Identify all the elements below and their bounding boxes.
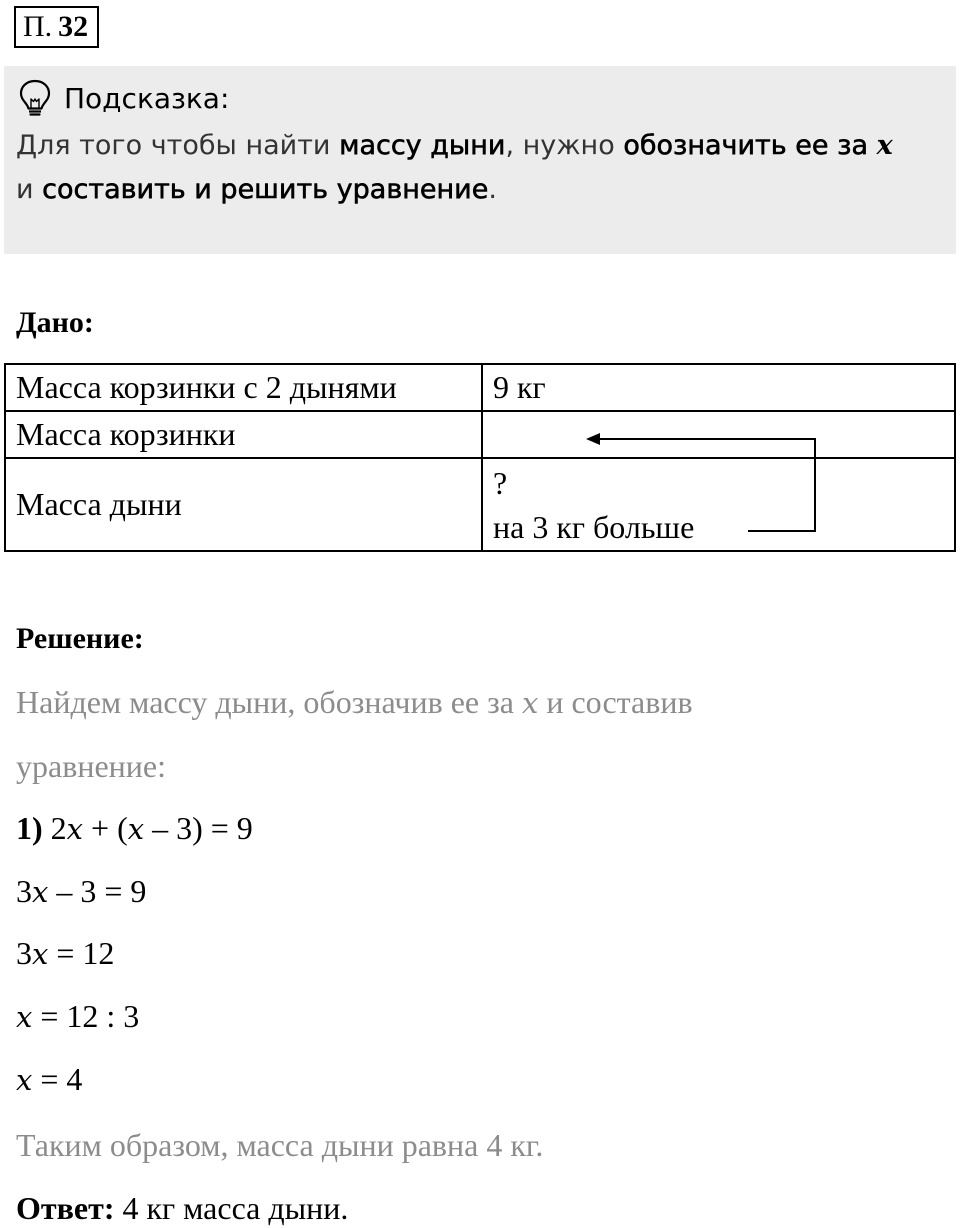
solution-intro-line-1 (16, 684, 693, 721)
variable-x: x (127, 812, 145, 846)
hint-text-part: и (16, 174, 43, 205)
hint-bold-part: обозначить ее за (623, 130, 877, 161)
table-row (5, 364, 955, 411)
equation-2 (16, 873, 146, 910)
equation-part: = 12 (48, 935, 115, 971)
answer-line (16, 1190, 348, 1227)
table-cell-label: Масса дыни (5, 458, 482, 551)
equation-1 (16, 810, 253, 847)
given-title: Дано: (16, 306, 94, 339)
equation-part: – 3) = 9 (144, 810, 253, 846)
variable-x: x (32, 937, 49, 971)
unknown-mark: ? (493, 464, 508, 501)
equation-part: 3 (16, 873, 32, 909)
table-cell-label: Масса корзинки (5, 411, 482, 458)
table-cell-label: Масса корзинки с 2 дынями (5, 364, 482, 411)
equation-4 (16, 998, 139, 1035)
equation-part: + ( (83, 810, 128, 846)
hint-text (16, 124, 946, 212)
equation-part: – 3 = 9 (48, 873, 147, 909)
variable-x: x (521, 686, 539, 720)
hint-header (18, 78, 229, 118)
hint-bold-part: массу дыни (339, 130, 506, 161)
table-row (5, 411, 955, 458)
relation-text: на 3 кг больше (493, 508, 695, 545)
hint-bold-part: составить и решить уравнение (42, 174, 489, 205)
given-table (4, 363, 956, 552)
problem-number: 32 (58, 10, 89, 43)
problem-number-badge (14, 6, 99, 48)
equation-part: 2 (42, 810, 67, 846)
equation-5 (16, 1061, 82, 1098)
hint-title: Подсказка: (64, 81, 230, 115)
equation-part: 3 (16, 935, 32, 971)
solution-conclusion: Таким образом, масса дыни равна 4 кг. (16, 1127, 544, 1163)
equation-part: = 12 : 3 (32, 998, 140, 1034)
equation-part: = 4 (32, 1061, 83, 1097)
variable-x: x (16, 1000, 33, 1034)
hint-box (4, 66, 956, 254)
solution-intro-line-2: уравнение: (16, 748, 166, 784)
solution-intro-text: Найдем массу дыни, обозначив ее за (16, 684, 522, 720)
table-cell-value (482, 411, 955, 458)
hint-text-part: . (488, 174, 497, 205)
hint-variable: x (876, 130, 893, 161)
answer-text: 4 кг масса дыни. (114, 1190, 349, 1226)
answer-label: Ответ: (16, 1190, 115, 1226)
solution-intro-text: и составив (538, 684, 693, 720)
variable-x: x (66, 812, 84, 846)
step-label: 1) (16, 810, 43, 846)
hint-text-part: , нужно (505, 130, 624, 161)
hint-text-part: Для того чтобы найти (16, 130, 340, 161)
table-row (5, 458, 955, 551)
variable-x: x (16, 1063, 33, 1097)
table-cell-value: 9 кг (482, 364, 955, 411)
lightbulb-icon (18, 79, 52, 117)
solution-title: Решение: (16, 622, 144, 655)
problem-prefix: П. (23, 10, 53, 43)
table-cell-value (482, 458, 955, 551)
variable-x: x (32, 875, 49, 909)
equation-3 (16, 935, 114, 972)
